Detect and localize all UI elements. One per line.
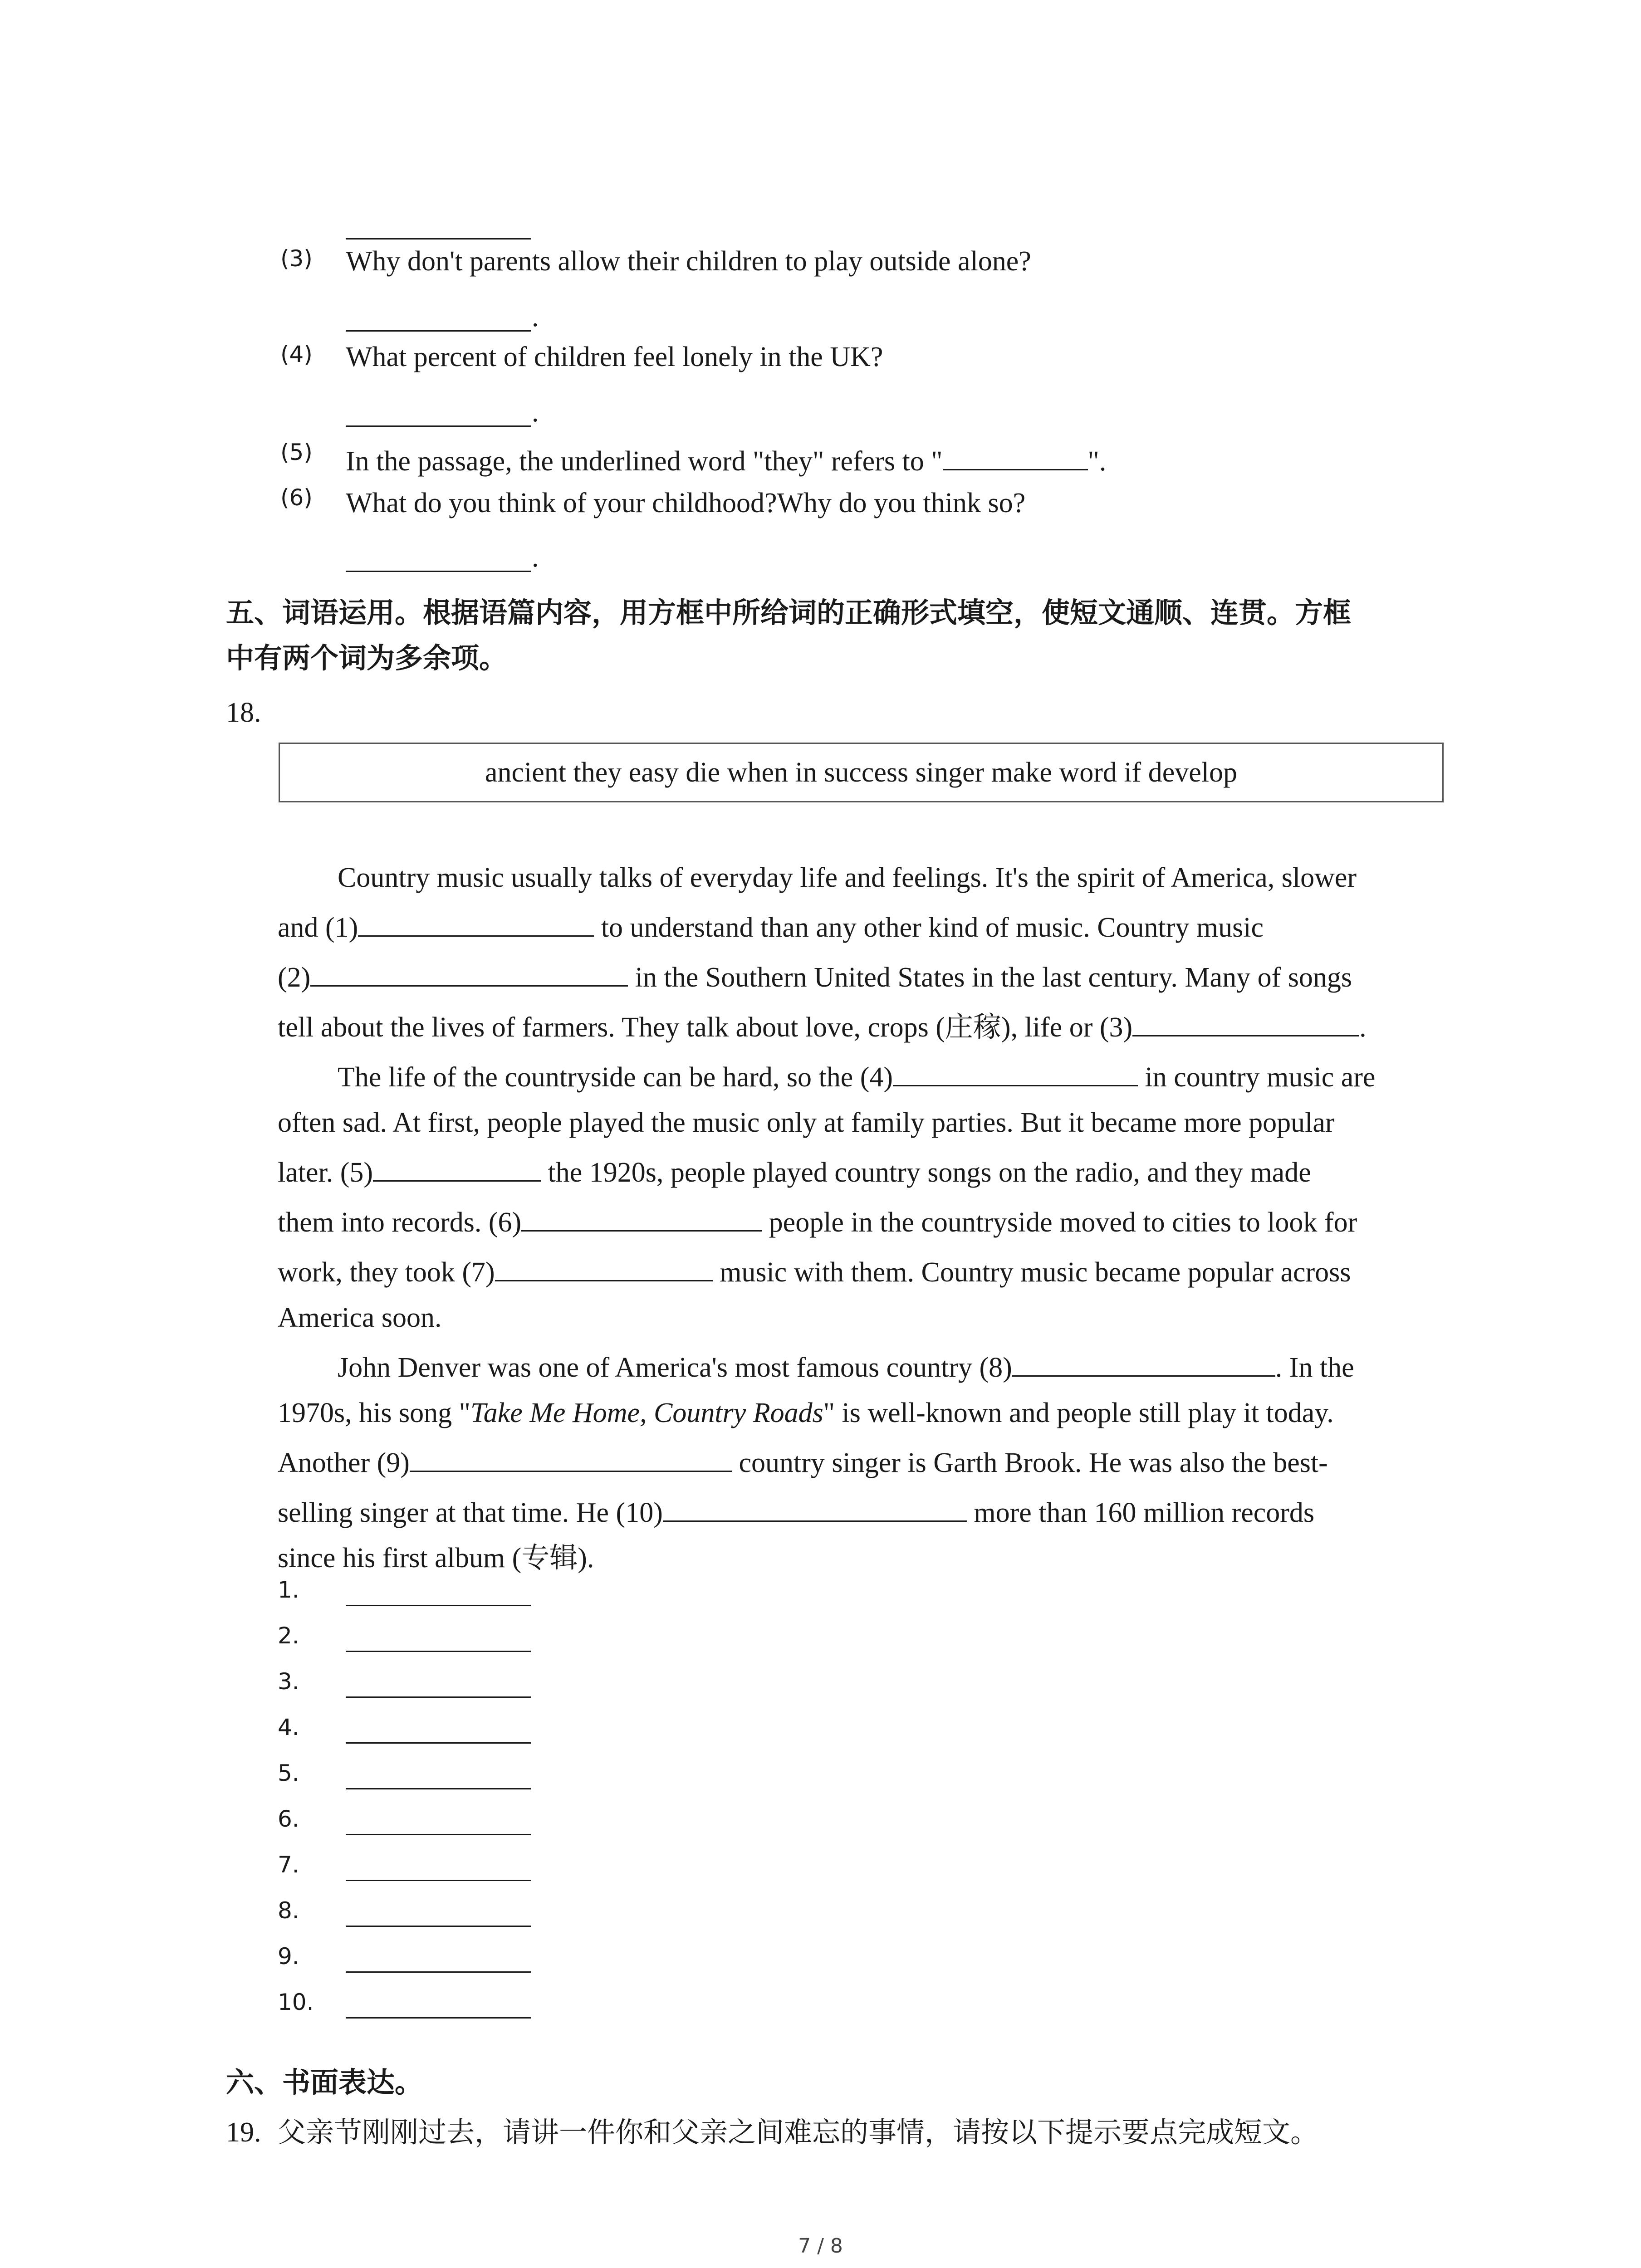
answer-line-q2[interactable] bbox=[346, 238, 531, 240]
passage-text: since his first album (专辑). bbox=[278, 1543, 594, 1574]
question-number-19: 19. bbox=[226, 2117, 261, 2148]
answer-line[interactable] bbox=[346, 1834, 531, 1835]
question-text-4: What percent of children feel lonely in the UK? bbox=[346, 342, 883, 372]
answer-number: 3. bbox=[278, 1668, 299, 1695]
answer-line[interactable] bbox=[346, 1696, 531, 1698]
answer-number: 8. bbox=[278, 1897, 299, 1924]
question-text-5-after: ". bbox=[1087, 446, 1107, 477]
period: . bbox=[532, 302, 539, 332]
passage-text: . bbox=[1359, 1012, 1367, 1043]
answer-line-q4[interactable] bbox=[346, 425, 531, 427]
passage-line bbox=[278, 1488, 1448, 1538]
answer-blank-7[interactable] bbox=[495, 1255, 713, 1281]
passage-text: to understand than any other kind of music. Country music bbox=[594, 912, 1264, 943]
passage-text: Another (9) bbox=[278, 1447, 410, 1478]
question-number-6: (6) bbox=[280, 484, 313, 511]
passage-line bbox=[278, 1388, 1448, 1438]
answer-line[interactable] bbox=[346, 1880, 531, 1881]
answer-number: 5. bbox=[278, 1760, 299, 1786]
answer-number: 1. bbox=[278, 1577, 299, 1603]
passage-line bbox=[278, 1198, 1448, 1247]
passage-text: more than 160 million records bbox=[966, 1497, 1315, 1528]
question-text-5-before: In the passage, the underlined word "they" refers to " bbox=[346, 446, 943, 477]
word-box bbox=[279, 743, 1444, 802]
question-text-3: Why don't parents allow their children to play outside alone? bbox=[346, 246, 1031, 277]
passage-text: in the Southern United States in the last century. Many of songs bbox=[628, 962, 1352, 993]
passage-line bbox=[278, 1247, 1448, 1297]
period: . bbox=[532, 397, 539, 428]
passage-line bbox=[278, 1438, 1448, 1488]
question-number-5: (5) bbox=[280, 439, 313, 465]
question-text-19: 父亲节刚刚过去，请讲一件你和父亲之间难忘的事情，请按以下提示要点完成短文。 bbox=[278, 2116, 1319, 2149]
passage-text: " is well-known and people still play it today. bbox=[823, 1398, 1334, 1428]
answer-line[interactable] bbox=[346, 1926, 531, 1927]
passage-text: tell about the lives of farmers. They talk about love, crops (庄稼), life or (3) bbox=[278, 1012, 1133, 1043]
answer-blank-4[interactable] bbox=[893, 1060, 1138, 1086]
answer-blank-6[interactable] bbox=[521, 1205, 762, 1232]
answer-line[interactable] bbox=[346, 1788, 531, 1789]
section-heading-5-line1: 五、词语运用。根据语篇内容，用方框中所给词的正确形式填空，使短文通顺、连贯。方框 bbox=[226, 596, 1352, 629]
answer-number: 10. bbox=[278, 1989, 314, 2015]
passage-text: them into records. (6) bbox=[278, 1207, 522, 1238]
answer-blank-2[interactable] bbox=[310, 960, 628, 987]
answer-line[interactable] bbox=[346, 2017, 531, 2019]
page-number: 7 / 8 bbox=[798, 2234, 843, 2258]
answer-number: 7. bbox=[278, 1852, 299, 1878]
passage-text: selling singer at that time. He (10) bbox=[278, 1497, 663, 1528]
passage-text: Country music usually talks of everyday life and feelings. It's the spirit of America, slower bbox=[338, 862, 1357, 893]
answer-blank-10[interactable] bbox=[663, 1495, 967, 1522]
passage-line bbox=[338, 853, 1449, 903]
passage-text: work, they took (7) bbox=[278, 1257, 495, 1288]
answer-blank-5[interactable] bbox=[373, 1155, 541, 1182]
answer-line[interactable] bbox=[346, 1742, 531, 1744]
passage-text: often sad. At first, people played the music only at family parties. But it became more popular bbox=[278, 1107, 1335, 1138]
passage-line bbox=[278, 1533, 1448, 1583]
passage-text: the 1920s, people played country songs on the radio, and they made bbox=[541, 1157, 1311, 1188]
question-text-5 bbox=[346, 444, 1106, 475]
passage-text: in country music are bbox=[1138, 1062, 1376, 1093]
song-title: Take Me Home, Country Roads bbox=[470, 1398, 823, 1428]
answer-line[interactable] bbox=[346, 1605, 531, 1606]
passage-text: 1970s, his song " bbox=[278, 1398, 470, 1428]
answer-number: 4. bbox=[278, 1714, 299, 1740]
answer-blank-9[interactable] bbox=[410, 1445, 732, 1472]
section-heading-6: 六、书面表达。 bbox=[226, 2066, 423, 2099]
question-number-4: (4) bbox=[280, 341, 313, 367]
answer-blank-q5[interactable] bbox=[943, 444, 1088, 470]
passage-text: John Denver was one of America's most famous country (8) bbox=[338, 1352, 1012, 1383]
answer-line-q3[interactable] bbox=[346, 330, 531, 332]
answer-number: 9. bbox=[278, 1943, 299, 1970]
passage-line bbox=[278, 1293, 1448, 1343]
passage-line bbox=[278, 953, 1448, 1002]
question-number-18: 18. bbox=[226, 697, 261, 728]
answer-number: 6. bbox=[278, 1806, 299, 1832]
answer-line[interactable] bbox=[346, 1971, 531, 1973]
question-text-6: What do you think of your childhood?Why do you think so? bbox=[346, 488, 1026, 518]
passage-line bbox=[338, 1052, 1449, 1102]
passage-text: America soon. bbox=[278, 1302, 442, 1333]
answer-line[interactable] bbox=[346, 1651, 531, 1652]
passage-text: later. (5) bbox=[278, 1157, 373, 1188]
passage-line bbox=[278, 1098, 1448, 1148]
passage-line bbox=[278, 1148, 1448, 1198]
answer-blank-1[interactable] bbox=[358, 910, 594, 937]
answer-blank-3[interactable] bbox=[1132, 1010, 1359, 1036]
passage-text: country singer is Garth Brook. He was also the best- bbox=[731, 1447, 1328, 1478]
passage-text: and (1) bbox=[278, 912, 358, 943]
passage-text: The life of the countryside can be hard, so the (4) bbox=[338, 1062, 893, 1093]
answer-blank-8[interactable] bbox=[1012, 1350, 1275, 1377]
section-heading-5-line2: 中有两个词为多余项。 bbox=[226, 641, 508, 675]
period: . bbox=[532, 542, 539, 573]
passage-line bbox=[338, 1343, 1449, 1393]
passage-text: (2) bbox=[278, 962, 311, 993]
passage-text: people in the countryside moved to cities to look for bbox=[762, 1207, 1357, 1238]
passage-text: . In the bbox=[1275, 1352, 1354, 1383]
passage-line bbox=[278, 903, 1448, 953]
passage-text: music with them. Country music became popular across bbox=[712, 1257, 1351, 1288]
word-box-text: ancient they easy die when in success singer make word if develop bbox=[485, 757, 1237, 788]
answer-number: 2. bbox=[278, 1623, 299, 1649]
answer-line-q6[interactable] bbox=[346, 571, 531, 572]
passage-line bbox=[278, 1002, 1448, 1052]
question-number-3: (3) bbox=[280, 245, 313, 272]
